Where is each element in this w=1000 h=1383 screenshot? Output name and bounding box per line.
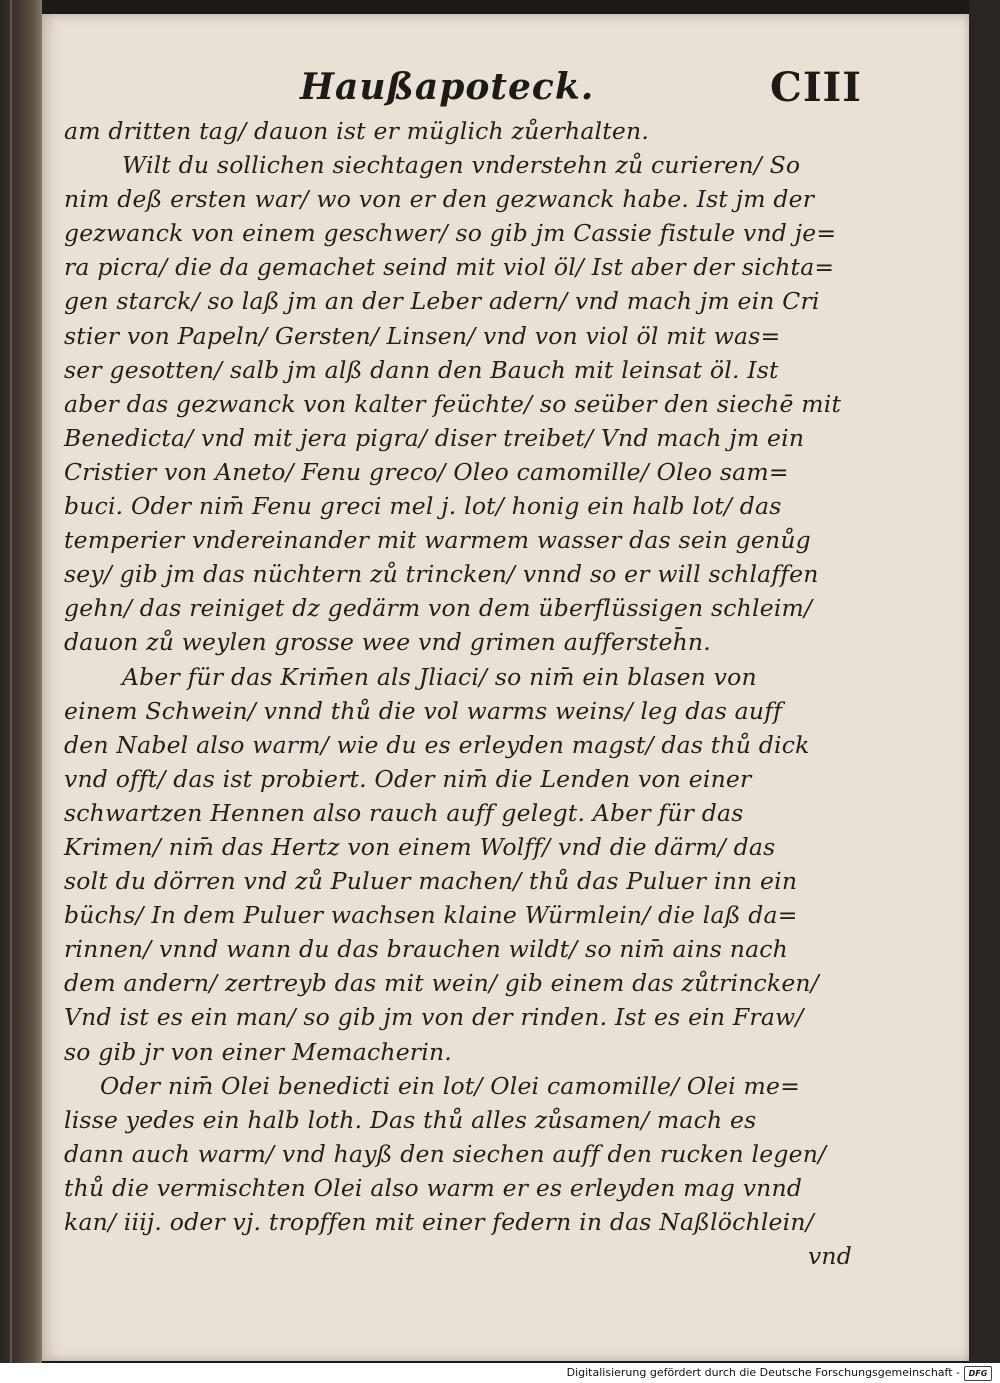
text-line: rinnen/ vnnd wann du das brauchen wildt/ so nim̄ ains nach <box>64 935 788 964</box>
book-page <box>42 14 969 1361</box>
digitization-footer <box>0 1363 1000 1383</box>
text-line: Oder nim̄ Olei benedicti ein lot/ Olei camomille/ Olei me= <box>100 1071 801 1100</box>
text-line: Wilt du sollichen siechtagen vnderstehn zů curieren/ So <box>122 151 801 180</box>
text-line: Benedicta/ vnd mit jera pigra/ diser treibet/ Vnd mach jm ein <box>64 423 805 452</box>
funding-credit: Digitalisierung gefördert durch die Deutsche Forschungsgemeinschaft - <box>566 1366 960 1379</box>
text-line: dann auch warm/ vnd hayß den siechen auff den rucken legen/ <box>64 1139 827 1168</box>
text-line: gen starck/ so laß jm an der Leber adern/ vnd mach jm ein Cri <box>64 287 820 316</box>
text-line: dem andern/ zertreyb das mit wein/ gib einem das zůtrincken/ <box>64 969 819 998</box>
book-spine-edge <box>0 0 42 1363</box>
text-line: dauon zů weylen grosse wee vnd grimen auffersteh̄n. <box>64 628 711 657</box>
running-head: Haußapoteck. <box>300 66 595 108</box>
text-line: lisse yedes ein halb loth. Das thů alles zůsamen/ mach es <box>64 1105 757 1134</box>
text-line: Cristier von Aneto/ Fenu greco/ Oleo camomille/ Oleo sam= <box>64 457 789 486</box>
text-line: so gib jr von einer Memacherin. <box>64 1037 452 1066</box>
text-line: buci. Oder nim̄ Fenu greci mel j. lot/ honig ein halb lot/ das <box>64 492 782 521</box>
text-line: Vnd ist es ein man/ so gib jm von der rinden. Ist es ein Fraw/ <box>64 1003 804 1032</box>
text-line: schwartzen Hennen also rauch auff gelegt. Aber für das <box>64 798 744 827</box>
catchword: vnd <box>807 1242 852 1271</box>
text-line: solt du dörren vnd zů Puluer machen/ thů das Puluer inn ein <box>64 867 798 896</box>
text-line: stier von Papeln/ Gersten/ Linsen/ vnd von viol öl mit was= <box>64 321 781 350</box>
text-line: Aber für das Krim̄en als Jliaci/ so nim̄ ein blasen von <box>122 662 757 691</box>
text-line: ser gesotten/ salb jm alß dann den Bauch mit leinsat öl. Ist <box>64 355 779 384</box>
text-line: Krimen/ nim̄ das Hertz von einem Wolff/ vnd die därm/ das <box>64 832 776 861</box>
page-crease <box>10 0 12 1363</box>
body-text <box>64 114 854 1273</box>
text-line: den Nabel also warm/ wie du es erleyden magst/ das thů dick <box>64 730 810 759</box>
text-line: aber das gezwanck von kalter feüchte/ so seüber den siechē mit <box>64 389 842 418</box>
text-line: einem Schwein/ vnnd thů die vol warms weins/ leg das auff <box>64 696 783 725</box>
folio-number: CIII <box>770 64 862 111</box>
text-line: büchs/ In dem Puluer wachsen klaine Würmlein/ die laß da= <box>64 901 798 930</box>
text-line: gezwanck von einem geschwer/ so gib jm Cassie fistule vnd je= <box>64 219 837 248</box>
text-line: gehn/ das reiniget dz gedärm von dem überflüssigen schleim/ <box>64 594 813 623</box>
text-line: temperier vndereinander mit warmem wasser das sein genůg <box>64 526 811 555</box>
text-line: ra picra/ die da gemachet seind mit viol öl/ Ist aber der sichta= <box>64 253 835 282</box>
dfg-logo: DFG <box>964 1366 992 1381</box>
text-line: nim deß ersten war/ wo von er den gezwanck habe. Ist jm der <box>64 185 815 214</box>
text-line: kan/ iiij. oder vj. tropffen mit einer federn in das Naßlöchlein/ <box>64 1208 814 1236</box>
text-line: vnd offt/ das ist probiert. Oder nim̄ die Lenden von einer <box>64 764 752 793</box>
scan-right-margin <box>969 0 1000 1363</box>
text-line: am dritten tag/ dauon ist er müglich zůerhalten. <box>64 117 650 145</box>
text-line: thů die vermischten Olei also warm er es erleyden mag vnnd <box>64 1173 803 1202</box>
text-line: sey/ gib jm das nüchtern zů trincken/ vnnd so er will schlaffen <box>64 560 819 589</box>
